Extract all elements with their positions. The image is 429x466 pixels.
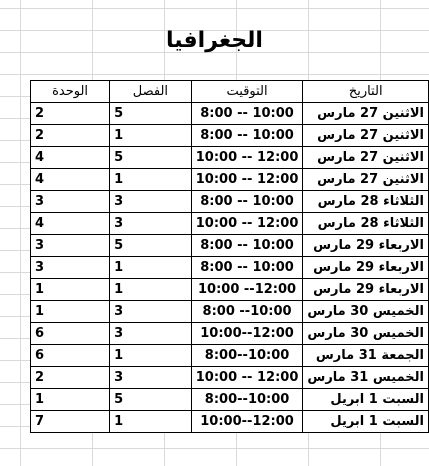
cell-class[interactable]: 5 [110, 235, 192, 257]
cell-class[interactable]: 1 [110, 169, 192, 191]
cell-unit[interactable]: 1 [31, 301, 110, 323]
cell-date[interactable]: الثلاثاء 28 مارس [303, 213, 429, 235]
cell-date[interactable]: الاثنين 27 مارس [303, 125, 429, 147]
table-row [31, 191, 429, 213]
table-row [31, 389, 429, 411]
header-time[interactable]: التوقيت [191, 81, 303, 103]
cell-unit[interactable]: 3 [31, 191, 110, 213]
cell-class[interactable]: 1 [110, 411, 192, 433]
cell-class[interactable]: 5 [110, 147, 192, 169]
cell-unit[interactable]: 2 [31, 125, 110, 147]
cell-time[interactable]: 10:00 -- 8:00 [191, 257, 303, 279]
cell-date[interactable]: الثلاثاء 28 مارس [303, 191, 429, 213]
cell-class[interactable]: 3 [110, 301, 192, 323]
cell-unit[interactable]: 1 [31, 389, 110, 411]
table-row [31, 301, 429, 323]
cell-time[interactable]: 10:00 -- 8:00 [191, 191, 303, 213]
table-row [31, 323, 429, 345]
table-row [31, 147, 429, 169]
cell-time[interactable]: 12:00 -- 10:00 [191, 147, 303, 169]
header-row [31, 81, 429, 103]
table-row [31, 103, 429, 125]
cell-time[interactable]: 12:00 -- 10:00 [191, 169, 303, 191]
cell-unit[interactable]: 1 [31, 279, 110, 301]
cell-unit[interactable]: 4 [31, 213, 110, 235]
cell-time[interactable]: 12:00--10:00 [191, 411, 303, 433]
cell-date[interactable]: الاربعاء 29 مارس [303, 235, 429, 257]
cell-class[interactable]: 1 [110, 279, 192, 301]
cell-time[interactable]: 12:00-- 10:00 [191, 279, 303, 301]
cell-unit[interactable]: 6 [31, 323, 110, 345]
cell-class[interactable]: 1 [110, 125, 192, 147]
table-row [31, 257, 429, 279]
cell-unit[interactable]: 3 [31, 235, 110, 257]
header-unit[interactable]: الوحدة [31, 81, 110, 103]
cell-date[interactable]: الخميس 30 مارس [303, 301, 429, 323]
cell-time[interactable]: 12:00--10:00 [191, 323, 303, 345]
table-row [31, 235, 429, 257]
cell-class[interactable]: 3 [110, 367, 192, 389]
cell-unit[interactable]: 3 [31, 257, 110, 279]
cell-class[interactable]: 5 [110, 389, 192, 411]
cell-unit[interactable]: 4 [31, 169, 110, 191]
cell-time[interactable]: 10:00--8:00 [191, 389, 303, 411]
cell-unit[interactable]: 2 [31, 103, 110, 125]
table-row [31, 169, 429, 191]
cell-date[interactable]: الجمعة 31 مارس [303, 345, 429, 367]
table-row [31, 125, 429, 147]
schedule-table [30, 80, 429, 433]
cell-date[interactable]: الخميس 30 مارس [303, 323, 429, 345]
cell-time[interactable]: 10:00--8:00 [191, 345, 303, 367]
cell-date[interactable]: السبت 1 ابريل [303, 411, 429, 433]
cell-unit[interactable]: 4 [31, 147, 110, 169]
cell-time[interactable]: 10:00 -- 8:00 [191, 125, 303, 147]
cell-unit[interactable]: 7 [31, 411, 110, 433]
header-date[interactable]: التاريخ [303, 81, 429, 103]
cell-time[interactable]: 10:00 -- 8:00 [191, 103, 303, 125]
cell-date[interactable]: الاثنين 27 مارس [303, 147, 429, 169]
cell-time[interactable]: 10:00 -- 8:00 [191, 235, 303, 257]
cell-class[interactable]: 3 [110, 213, 192, 235]
cell-date[interactable]: الاربعاء 29 مارس [303, 257, 429, 279]
table-row [31, 279, 429, 301]
table-row [31, 411, 429, 433]
cell-date[interactable]: الاثنين 27 مارس [303, 169, 429, 191]
cell-class[interactable]: 3 [110, 323, 192, 345]
cell-class[interactable]: 1 [110, 257, 192, 279]
cell-date[interactable]: السبت 1 ابريل [303, 389, 429, 411]
cell-unit[interactable]: 6 [31, 345, 110, 367]
cell-class[interactable]: 1 [110, 345, 192, 367]
cell-date[interactable]: الاربعاء 29 مارس [303, 279, 429, 301]
table-row [31, 367, 429, 389]
cell-class[interactable]: 3 [110, 191, 192, 213]
cell-date[interactable]: الاثنين 27 مارس [303, 103, 429, 125]
cell-date[interactable]: الخميس 31 مارس [303, 367, 429, 389]
cell-class[interactable]: 5 [110, 103, 192, 125]
cell-unit[interactable]: 2 [31, 367, 110, 389]
sheet-title: الجغرافيا [166, 28, 263, 53]
table-row [31, 213, 429, 235]
cell-time[interactable]: 10:00-- 8:00 [191, 301, 303, 323]
table-row [31, 345, 429, 367]
header-class[interactable]: الفصل [110, 81, 192, 103]
cell-time[interactable]: 12:00 -- 10:00 [191, 367, 303, 389]
cell-time[interactable]: 12:00 -- 10:00 [191, 213, 303, 235]
